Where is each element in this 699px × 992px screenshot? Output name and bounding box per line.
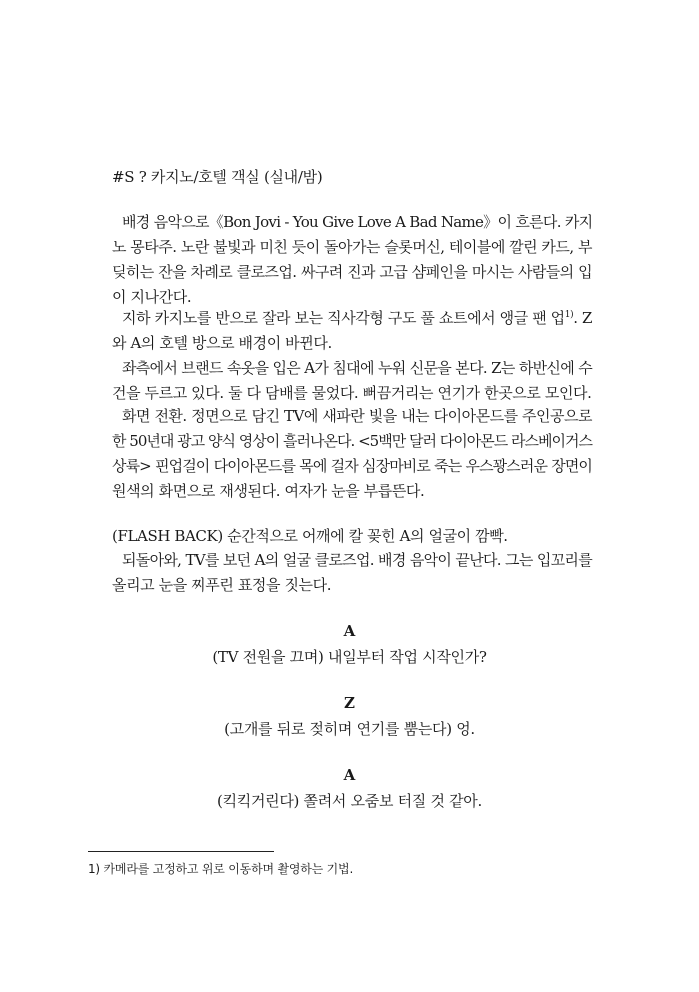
action-line: 좌측에서 브랜드 속옷을 입은 A가 침대에 누워 신문을 본다. Z는 하반신에 수 (122, 359, 592, 377)
action-line: 되돌아와, TV를 보던 A의 얼굴 클로즈업. 배경 음악이 끝난다. 그는 입꼬리를 (122, 551, 592, 569)
action-line: 배경 음악으로《Bon Jovi - You Give Love A Bad Name》이 흐른다. 카지 (122, 213, 593, 231)
action-paragraph (112, 524, 592, 549)
action-paragraph (112, 210, 592, 310)
speaker-name: A (343, 622, 356, 640)
action-line-text: 지하 카지노를 반으로 잘라 보는 직사각형 구도 풀 쇼트에서 앵글 팬 업 (122, 309, 565, 327)
action-line: (FLASH BACK) 순간적으로 어깨에 칼 꽂힌 A의 얼굴이 깜빡. (112, 527, 508, 545)
footnote-reference: 1) (564, 310, 574, 320)
action-paragraph (112, 404, 592, 504)
action-line: 와 A의 호텔 방으로 배경이 바뀐다. (112, 334, 332, 352)
action-line: 상륙> 핀업걸이 다이아몬드를 목에 걸자 심장마비로 죽는 우스꽝스러운 장면이 (112, 457, 592, 475)
action-line: 딪히는 잔을 차례로 클로즈업. 싸구려 진과 고급 샴페인을 마시는 사람들의 입 (112, 263, 592, 281)
action-line (112, 306, 592, 331)
speaker-name: A (343, 766, 356, 784)
scene-heading: #S ? 카지노/호텔 객실 (실내/밤) (112, 168, 323, 186)
action-paragraph (112, 306, 592, 356)
action-paragraph (112, 548, 592, 598)
action-line: 노 몽타주. 노란 불빛과 미친 듯이 돌아가는 슬롯머신, 테이블에 깔린 카드, 부 (112, 238, 592, 256)
footnote-divider (88, 851, 274, 852)
action-paragraph (112, 356, 592, 406)
footnote: 1) 카메라를 고정하고 위로 이동하며 촬영하는 기법. (88, 862, 354, 876)
dialogue-line: (고개를 뒤로 젖히며 연기를 뿜는다) 엉. (224, 720, 475, 738)
action-line: 이 지나간다. (112, 288, 192, 306)
dialogue-line: (TV 전원을 끄며) 내일부터 작업 시작인가? (212, 648, 487, 666)
action-line: 올리고 눈을 찌푸린 표정을 짓는다. (112, 576, 332, 594)
action-line-tail: . Z (573, 309, 592, 327)
action-line: 한 50년대 광고 양식 영상이 흘러나온다. <5백만 달러 다이아몬드 라스베이거스 (112, 432, 592, 450)
dialogue-line: (킥킥거린다) 쫄려서 오줌보 터질 것 같아. (217, 792, 482, 810)
action-line: 건을 두르고 있다. 둘 다 담배를 물었다. 뻐끔거리는 연기가 한곳으로 모인다. (112, 384, 592, 402)
action-line: 화면 전환. 정면으로 담긴 TV에 새파란 빛을 내는 다이아몬드를 주인공으로 (122, 407, 592, 425)
action-line: 원색의 화면으로 재생된다. 여자가 눈을 부릅뜬다. (112, 482, 425, 500)
speaker-name: Z (344, 694, 355, 712)
